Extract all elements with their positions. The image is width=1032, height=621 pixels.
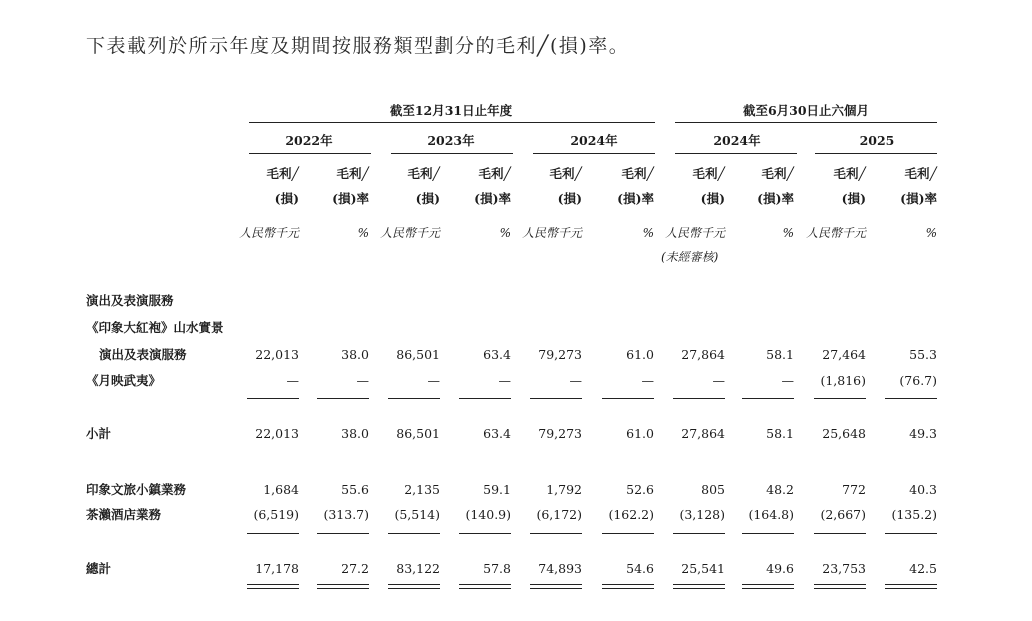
row-4-cell-6: 805 [701,482,725,497]
year-underline-0 [249,153,371,154]
row-6-cell-6: 25,541 [681,561,725,576]
row-2-cell-4: — [569,373,582,388]
col-header-line2-2: (損) [415,191,440,206]
row-2-cell-3: — [498,373,511,388]
total-rule-a-4 [530,584,582,585]
row-5-cell-9: (135.2) [891,507,937,522]
total-rule-b-7 [742,588,794,589]
row-3-cell-2: 86,501 [396,426,440,441]
row-5-cell-3: (140.9) [465,507,511,522]
row-2-cell-6: — [712,373,725,388]
group-six-months-underline [675,122,937,123]
col-header-line2-7: (損)率 [757,191,794,206]
total-rule-b-9 [885,588,937,589]
row-1-cell-9: 55.3 [909,347,937,362]
row-5-cell-7: (164.8) [748,507,794,522]
row-4-cell-4: 1,792 [546,482,582,497]
row-3-cell-9: 49.3 [909,426,937,441]
total-rule-a-3 [459,584,511,585]
col-unit-4: 人民幣千元 [521,226,582,240]
col-unit-0: 人民幣千元 [238,226,299,240]
row-2-cell-7: — [781,373,794,388]
row-4-cell-1: 55.6 [341,482,369,497]
row-6-cell-3: 57.8 [483,561,511,576]
col-unit-8: 人民幣千元 [805,226,866,240]
row-0-label-0: 演出及表演服務 [86,293,174,308]
pre-total-rule-6 [673,533,725,534]
row-1-cell-6: 27,864 [681,347,725,362]
row-6-cell-2: 83,122 [396,561,440,576]
row-1-cell-3: 63.4 [483,347,511,362]
row-3-cell-3: 63.4 [483,426,511,441]
col-header-line1-8: 毛利╱ [833,166,866,181]
intro-text: 下表載列於所示年度及期間按服務類型劃分的毛利╱(損)率。 [86,35,630,57]
row-3-cell-7: 58.1 [766,426,794,441]
year-underline-2 [533,153,655,154]
col-header-line1-1: 毛利╱ [336,166,369,181]
row-4-cell-7: 48.2 [766,482,794,497]
col-unit-6: 人民幣千元 [664,226,725,240]
group-fiscal-year-underline [249,122,655,123]
total-rule-b-3 [459,588,511,589]
row-2-cell-9: (76.7) [899,373,937,388]
col-header-line1-0: 毛利╱ [266,166,299,181]
row-1-cell-8: 27,464 [822,347,866,362]
col-unit-2: 人民幣千元 [379,226,440,240]
pre-total-rule-2 [388,533,440,534]
col-header-line1-5: 毛利╱ [621,166,654,181]
row-3-cell-8: 25,648 [822,426,866,441]
total-rule-b-0 [247,588,299,589]
row-6-label-0: 總計 [86,561,112,576]
pre-total-rule-1 [317,533,369,534]
col-header-line2-1: (損)率 [332,191,369,206]
pre-total-rule-5 [602,533,654,534]
total-rule-b-8 [814,588,866,589]
row-1-label-0: 《印象大紅袍》山水實景 [86,320,224,335]
row-3-label-0: 小計 [86,426,112,441]
pre-total-rule-8 [814,533,866,534]
header-year-0: 2022年 [285,133,333,148]
row-6-cell-8: 23,753 [822,561,866,576]
row-3-cell-0: 22,013 [255,426,299,441]
row-3-cell-1: 38.0 [341,426,369,441]
header-year-2: 2024年 [570,133,618,148]
subtotal-rule-8 [814,398,866,399]
row-4-cell-3: 59.1 [483,482,511,497]
total-rule-b-6 [673,588,725,589]
col-unit-3: % [499,226,511,240]
row-4-cell-0: 1,684 [263,482,299,497]
pre-total-rule-4 [530,533,582,534]
total-rule-b-1 [317,588,369,589]
subtotal-rule-3 [459,398,511,399]
row-2-cell-0: — [286,373,299,388]
row-5-cell-1: (313.7) [323,507,369,522]
col-header-line1-6: 毛利╱ [692,166,725,181]
header-group-fiscal-year: 截至12月31日止年度 [389,103,513,118]
col-unit-9: % [925,226,937,240]
subtotal-rule-9 [885,398,937,399]
total-rule-a-9 [885,584,937,585]
row-5-cell-5: (162.2) [608,507,654,522]
total-rule-b-4 [530,588,582,589]
col-header-line2-9: (損)率 [900,191,937,206]
row-1-cell-1: 38.0 [341,347,369,362]
col-header-line2-6: (損) [700,191,725,206]
row-4-cell-2: 2,135 [404,482,440,497]
col-header-line1-7: 毛利╱ [761,166,794,181]
row-2-label-0: 《月映武夷》 [86,373,162,388]
row-2-cell-1: — [356,373,369,388]
row-6-cell-9: 42.5 [909,561,937,576]
header-year-3: 2024年 [713,133,761,148]
row-3-cell-5: 61.0 [626,426,654,441]
total-rule-a-0 [247,584,299,585]
subtotal-rule-4 [530,398,582,399]
row-5-cell-4: (6,172) [536,507,582,522]
pre-total-rule-7 [742,533,794,534]
unaudited-note: (未經審核) [661,250,719,264]
subtotal-rule-6 [673,398,725,399]
total-rule-a-2 [388,584,440,585]
col-header-line2-5: (損)率 [617,191,654,206]
row-4-cell-9: 40.3 [909,482,937,497]
row-6-cell-7: 49.6 [766,561,794,576]
row-1-cell-2: 86,501 [396,347,440,362]
header-group-six-months: 截至6月30日止六個月 [742,103,870,118]
total-rule-a-5 [602,584,654,585]
row-1-cell-5: 61.0 [626,347,654,362]
header-year-4: 2025 [859,133,895,148]
total-rule-a-8 [814,584,866,585]
col-unit-1: % [357,226,369,240]
pre-total-rule-9 [885,533,937,534]
row-2-cell-5: — [641,373,654,388]
row-6-cell-1: 27.2 [341,561,369,576]
total-rule-b-2 [388,588,440,589]
row-4-cell-5: 52.6 [626,482,654,497]
row-3-cell-6: 27,864 [681,426,725,441]
row-1-label-1: 演出及表演服務 [99,347,187,362]
row-1-cell-7: 58.1 [766,347,794,362]
col-header-line1-3: 毛利╱ [478,166,511,181]
row-5-cell-6: (3,128) [679,507,725,522]
row-3-cell-4: 79,273 [538,426,582,441]
row-2-cell-8: (1,816) [820,373,866,388]
col-header-line2-0: (損) [274,191,299,206]
row-6-cell-0: 17,178 [255,561,299,576]
row-1-cell-0: 22,013 [255,347,299,362]
total-rule-a-7 [742,584,794,585]
col-header-line2-8: (損) [841,191,866,206]
col-header-line2-4: (損) [557,191,582,206]
year-underline-1 [391,153,513,154]
subtotal-rule-7 [742,398,794,399]
col-unit-7: % [782,226,794,240]
col-unit-5: % [642,226,654,240]
total-rule-a-6 [673,584,725,585]
pre-total-rule-0 [247,533,299,534]
total-rule-b-5 [602,588,654,589]
year-underline-4 [815,153,937,154]
total-rule-a-1 [317,584,369,585]
row-4-label-0: 印象文旅小鎮業務 [86,482,187,497]
col-header-line1-9: 毛利╱ [904,166,937,181]
subtotal-rule-0 [247,398,299,399]
subtotal-rule-2 [388,398,440,399]
row-5-cell-0: (6,519) [253,507,299,522]
row-6-cell-4: 74,893 [538,561,582,576]
row-5-cell-2: (5,514) [394,507,440,522]
header-year-1: 2023年 [427,133,475,148]
row-1-cell-4: 79,273 [538,347,582,362]
row-5-cell-8: (2,667) [820,507,866,522]
row-5-label-0: 茶瀨酒店業務 [86,507,162,522]
row-6-cell-5: 54.6 [626,561,654,576]
row-2-cell-2: — [427,373,440,388]
subtotal-rule-1 [317,398,369,399]
col-header-line2-3: (損)率 [474,191,511,206]
col-header-line1-2: 毛利╱ [407,166,440,181]
subtotal-rule-5 [602,398,654,399]
year-underline-3 [675,153,797,154]
col-header-line1-4: 毛利╱ [549,166,582,181]
row-4-cell-8: 772 [842,482,866,497]
pre-total-rule-3 [459,533,511,534]
